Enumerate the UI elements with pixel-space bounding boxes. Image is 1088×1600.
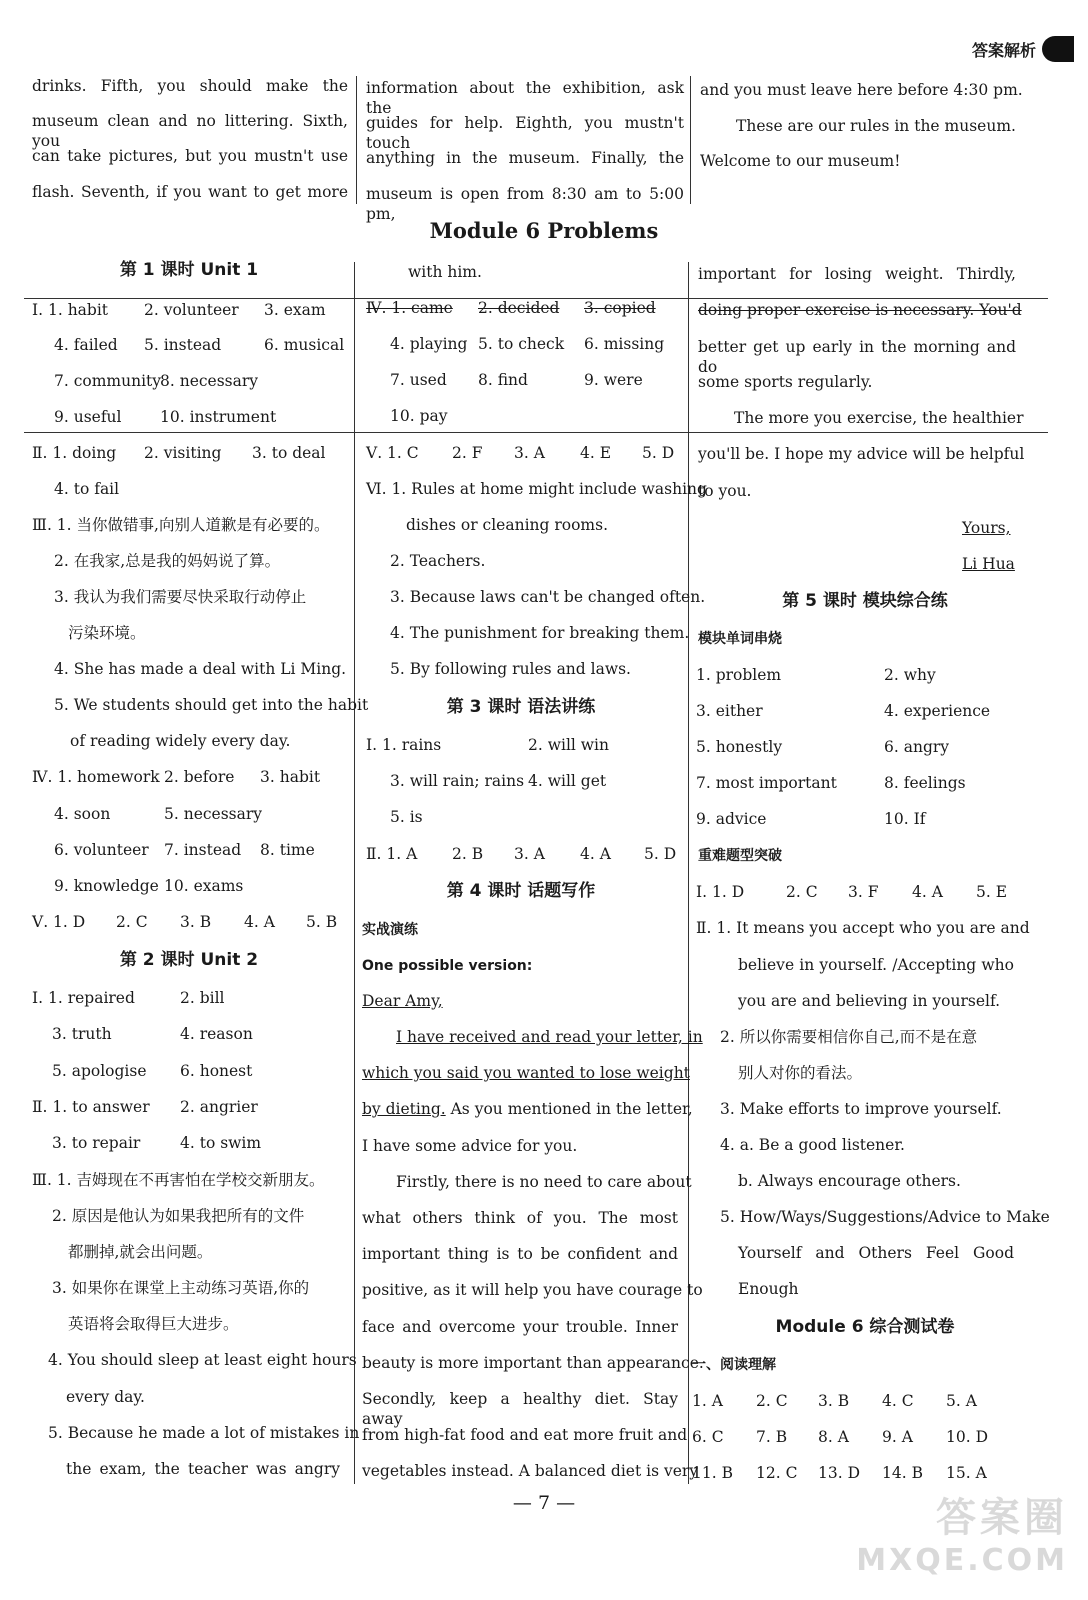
answer-item: 7. used [390, 371, 447, 389]
answer-line: Ⅱ. 1. It means you accept who you are and [696, 919, 1030, 937]
answer-item: 4. to fail [54, 480, 120, 498]
answer-item: Ⅰ. 1. habit [32, 301, 109, 319]
column-divider-1 [354, 262, 355, 1484]
answer-line: you are and believing in yourself. [738, 992, 1001, 1010]
answer-item: 8. A [818, 1428, 849, 1446]
answer-item: 10. D [946, 1428, 989, 1446]
top-col1-line: drinks. Fifth, you should make the [32, 77, 348, 95]
letter-line: some sports regularly. [698, 373, 873, 391]
answer-line: with him. [408, 263, 482, 281]
answer-item: 4. C [882, 1392, 914, 1410]
answer-item: 6. musical [264, 336, 345, 354]
answer-item: 2. B [452, 845, 484, 863]
answer-line: 污染环境。 [68, 624, 146, 642]
answer-item: 2. angrier [180, 1098, 258, 1116]
top-divider-1 [356, 76, 357, 204]
subheading: 模块单词串烧 [698, 631, 782, 647]
letter-text: As you mentioned in the letter, [445, 1100, 693, 1118]
answer-line: 5. How/Ways/Suggestions/Advice to Make [720, 1208, 1050, 1226]
answer-line: 3. Because laws can't be changed often. [390, 588, 706, 606]
answer-item: 5. D [644, 845, 677, 863]
answer-line: 4. She has made a deal with Li Ming. [54, 660, 347, 678]
answer-item: Ⅱ. 1. to answer [32, 1098, 150, 1116]
answer-line: Enough [738, 1280, 799, 1298]
answer-item: 9. advice [696, 810, 767, 828]
answer-item: 13. D [818, 1464, 861, 1482]
answer-line: believe in yourself. /Accepting who [738, 956, 1014, 974]
letter-signature: Li Hua [962, 555, 1015, 573]
subheading: 一、阅读理解 [692, 1357, 776, 1373]
answer-item: 7. instead [164, 841, 242, 859]
answer-item: 5. E [976, 883, 1008, 901]
answer-item: Ⅱ. 1. doing [32, 444, 117, 462]
answer-line: b. Always encourage others. [738, 1172, 961, 1190]
answer-item: 4. to swim [180, 1134, 262, 1152]
answer-item: Ⅳ. 1. homework [32, 768, 160, 786]
page-header [972, 36, 1074, 62]
subheading: 重难题型突破 [698, 848, 782, 864]
answer-item: 8. time [260, 841, 315, 859]
answer-item: Ⅴ. 1. D [32, 913, 86, 931]
letter-line: positive, as it will help you have courage to [362, 1281, 703, 1299]
answer-item: 5. necessary [164, 805, 263, 823]
answer-line: 2. Teachers. [390, 552, 486, 570]
answer-line: 4. The punishment for breaking them. [390, 624, 690, 642]
answer-line: Yourself and Others Feel Good [738, 1244, 1014, 1262]
answer-line: every day. [66, 1388, 145, 1406]
answer-line: 5. Because he made a lot of mistakes in [48, 1424, 360, 1442]
answer-item: 10. If [884, 810, 926, 828]
answer-line: 别人对你的看法。 [738, 1064, 863, 1082]
letter-line: Secondly, keep a healthy diet. Stay away [362, 1390, 678, 1428]
top-col1-line: museum clean and no littering. Sixth, you [32, 112, 348, 150]
page-number: — 7 — [512, 1492, 576, 1514]
header-label: 答案解析 [971, 40, 1036, 60]
letter-line: I have some advice for you. [362, 1137, 578, 1155]
top-col2-line: anything in the museum. Finally, the [366, 149, 684, 167]
top-col3-line: These are our rules in the museum. [736, 117, 1016, 135]
answer-item: 5. B [306, 913, 338, 931]
answer-item: Ⅳ. 1. came [366, 299, 453, 317]
answer-item: 7. most important [696, 774, 837, 792]
answer-item: 5. is [390, 808, 423, 826]
answer-item: 2. why [884, 666, 936, 684]
answer-line: Ⅲ. 1. 当你做错事,向别人道歉是有必要的。 [32, 516, 330, 534]
answer-item: 5. to check [478, 335, 565, 353]
answer-item: 14. B [882, 1464, 923, 1482]
answer-item: 4. E [580, 444, 612, 462]
letter-line: vegetables instead. A balanced diet is very [362, 1462, 699, 1480]
answer-line: Ⅲ. 1. 吉姆现在不再害怕在学校交新朋友。 [32, 1171, 325, 1189]
answer-line: 英语将会取得巨大进步。 [68, 1315, 239, 1333]
letter-line: to you. [698, 482, 752, 500]
lesson4-title: 第 4 课时 话题写作 [446, 881, 596, 901]
answer-item: 3. to deal [252, 444, 326, 462]
lesson2-title: 第 2 课时 Unit 2 [119, 950, 259, 970]
answer-line: 都删掉,就会出问题。 [68, 1243, 213, 1261]
answer-line: 2. 在我家,总是我的妈妈说了算。 [54, 552, 281, 570]
answer-item: 3. will rain; rains [390, 772, 525, 790]
letter-line: Firstly, there is no need to care about [396, 1173, 692, 1191]
letter-line: better get up early in the morning and do [698, 338, 1016, 376]
watermark-text: 答案圈 [936, 1495, 1068, 1541]
answer-item: 3. habit [260, 768, 321, 786]
answer-item: Ⅴ. 1. C [366, 444, 419, 462]
answer-item: 3. copied [584, 299, 656, 317]
answer-item: 7. community [54, 372, 162, 390]
answer-line: of reading widely every day. [70, 732, 291, 750]
answer-item: 8. necessary [160, 372, 259, 390]
top-col3-line: and you must leave here before 4:30 pm. [700, 81, 1023, 99]
answer-item: 12. C [756, 1464, 798, 1482]
answer-item: 9. knowledge [54, 877, 159, 895]
letter-line: from high-fat food and eat more fruit and [362, 1426, 688, 1444]
answer-item: 9. A [882, 1428, 913, 1446]
answer-item: 15. A [946, 1464, 987, 1482]
top-divider-2 [690, 76, 691, 204]
top-col2-line: museum is open from 8:30 am to 5:00 pm, [366, 185, 684, 223]
answer-item: 2. decided [478, 299, 560, 317]
lesson1-title: 第 1 课时 Unit 1 [119, 260, 259, 280]
watermark-url: MXQE.COM [856, 1543, 1068, 1578]
answer-item: 11. B [692, 1464, 733, 1482]
answer-item: 7. B [756, 1428, 788, 1446]
watermark [856, 1486, 1068, 1578]
answer-item: 2. before [164, 768, 235, 786]
answer-item: Ⅰ. 1. D [696, 883, 745, 901]
answer-item: 5. instead [144, 336, 222, 354]
answer-item: 1. A [692, 1392, 723, 1410]
top-col1-line: flash. Seventh, if you want to get more [32, 183, 348, 201]
subheading: 实战演练 [362, 922, 418, 938]
answer-line: 4. a. Be a good listener. [720, 1136, 905, 1154]
answer-item: 6. volunteer [54, 841, 149, 859]
answer-item: 2. bill [180, 989, 225, 1007]
answer-item: Ⅰ. 1. rains [366, 736, 442, 754]
answer-item: 3. A [514, 444, 545, 462]
answer-line: the exam, the teacher was angry [66, 1460, 340, 1478]
answer-line: 2. 原因是他认为如果我把所有的文件 [52, 1207, 305, 1225]
answer-item: 5. D [642, 444, 675, 462]
letter-line: I have received and read your letter, in [396, 1028, 703, 1046]
lesson3-title: 第 3 课时 语法讲练 [446, 697, 596, 717]
answer-line: 3. Make efforts to improve yourself. [720, 1100, 1002, 1118]
answer-item: 1. problem [696, 666, 782, 684]
test-title: Module 6 综合测试卷 [775, 1317, 955, 1337]
answer-item: 2. C [786, 883, 818, 901]
answer-line: 2. 所以你需要相信你自己,而不是在意 [720, 1028, 978, 1046]
answer-item: 10. exams [164, 877, 244, 895]
answer-item: 4. failed [54, 336, 118, 354]
top-col2-line: guides for help. Eighth, you mustn't touch [366, 114, 684, 152]
answer-item: Ⅱ. 1. A [366, 845, 418, 863]
answer-item: 2. will win [528, 736, 609, 754]
answer-item: 2. volunteer [144, 301, 239, 319]
answer-item: Ⅰ. 1. repaired [32, 989, 135, 1007]
answer-item: 2. F [452, 444, 483, 462]
answer-item: 10. instrument [160, 408, 277, 426]
answer-item: 3. B [180, 913, 212, 931]
answer-line: 3. 如果你在课堂上主动练习英语,你的 [52, 1279, 310, 1297]
letter-line: you'll be. I hope my advice will be helpful [698, 445, 1025, 463]
letter-line: face and overcome your trouble. Inner [362, 1318, 678, 1336]
module-title: Module 6 Problems [429, 218, 659, 243]
answer-item: 9. were [584, 371, 643, 389]
answer-item: 2. C [756, 1392, 788, 1410]
answer-item: 6. angry [884, 738, 950, 756]
answer-item: 4. A [912, 883, 943, 901]
answer-item: 5. A [946, 1392, 977, 1410]
answer-line: 5. By following rules and laws. [390, 660, 631, 678]
answer-item: 8. find [478, 371, 528, 389]
answer-item: 3. exam [264, 301, 326, 319]
answer-line: dishes or cleaning rooms. [406, 516, 609, 534]
answer-item: 4. soon [54, 805, 111, 823]
answer-line: 3. 我认为我们需要尽快采取行动停止 [54, 588, 307, 606]
letter-line [362, 1099, 693, 1119]
answer-item: 4. will get [528, 772, 607, 790]
letter-line: important for losing weight. Thirdly, [698, 265, 1016, 283]
answer-item: 3. either [696, 702, 763, 720]
answer-item: 4. experience [884, 702, 991, 720]
letter-line: what others think of you. The most [362, 1209, 678, 1227]
letter-line: beauty is more important than appearance. [362, 1354, 704, 1372]
answer-item: 8. feelings [884, 774, 966, 792]
top-col1-line: can take pictures, but you mustn't use [32, 147, 348, 165]
letter-line: important thing is to be confident and [362, 1245, 678, 1263]
answer-item: 5. honestly [696, 738, 783, 756]
top-col2-line: information about the exhibition, ask the [366, 79, 684, 117]
answer-item: 2. visiting [144, 444, 222, 462]
answer-item: 4. A [580, 845, 611, 863]
answer-item: 3. truth [52, 1025, 112, 1043]
answer-item: 4. A [244, 913, 275, 931]
letter-line: doing proper exercise is necessary. You'd [698, 301, 1022, 319]
lesson5-title: 第 5 课时 模块综合练 [782, 591, 948, 611]
answer-item: 3. to repair [52, 1134, 141, 1152]
letter-line: which you said you wanted to lose weight [362, 1064, 690, 1082]
answer-item: 10. pay [390, 407, 448, 425]
answer-item: 3. F [848, 883, 879, 901]
answer-item: 4. reason [180, 1025, 253, 1043]
answer-item: 3. A [514, 845, 545, 863]
letter-underlined-text: by dieting. [362, 1100, 446, 1118]
column-divider-2 [688, 262, 689, 1484]
top-col3-line: Welcome to our museum! [700, 152, 901, 170]
header-tab-decoration [1042, 36, 1074, 62]
letter-line: Dear Amy, [362, 992, 443, 1010]
answer-line: 4. You should sleep at least eight hours [48, 1351, 357, 1369]
answer-item: 3. B [818, 1392, 850, 1410]
letter-line: The more you exercise, the healthier [734, 409, 1024, 427]
answer-item: 4. playing [390, 335, 468, 353]
answer-item: 2. C [116, 913, 148, 931]
separator-line [24, 432, 1048, 433]
subheading: One possible version: [362, 958, 533, 974]
answer-item: 6. missing [584, 335, 665, 353]
answer-item: 5. apologise [52, 1062, 147, 1080]
answer-line: Ⅵ. 1. Rules at home might include washing [366, 480, 707, 498]
answer-item: 6. C [692, 1428, 724, 1446]
letter-closing: Yours, [962, 519, 1011, 537]
answer-line: 5. We students should get into the habit [54, 696, 369, 714]
answer-item: 6. honest [180, 1062, 253, 1080]
answer-item: 9. useful [54, 408, 122, 426]
